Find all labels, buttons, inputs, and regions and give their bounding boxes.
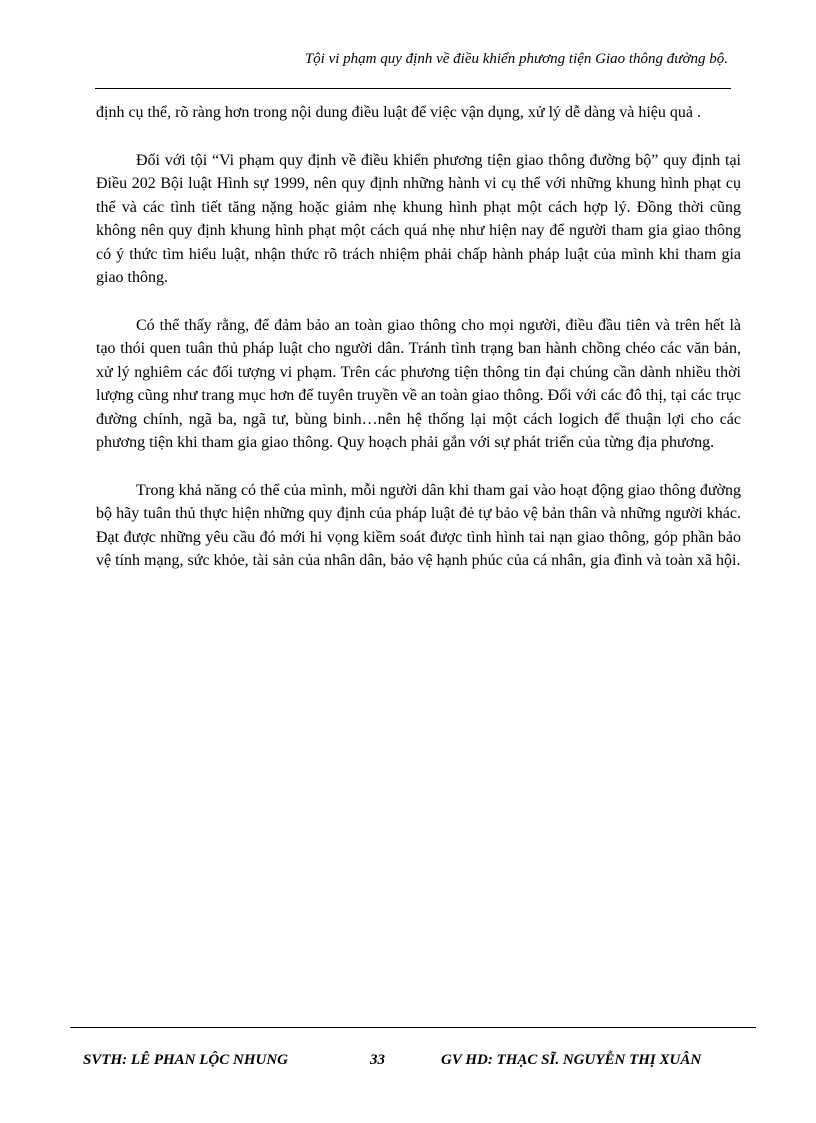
footer-divider xyxy=(70,1027,756,1028)
footer-supervisor-name: GV HD: THẠC SĨ. NGUYỄN THỊ XUÂN xyxy=(441,1052,702,1068)
running-header-title: Tội vi phạm quy định về điều khiển phương tiện Giao thông đường bộ. xyxy=(304,51,728,67)
footer-student-name: SVTH: LÊ PHAN LỘC NHUNG xyxy=(83,1052,289,1068)
footer-page-number: 33 xyxy=(370,1052,385,1068)
paragraph: Trong khả năng có thể của mình, mỗi người dân khi tham gai vào hoạt động giao thông đường bộ hãy tuân thủ thực hiện những quy định của pháp luật đẻ tự bảo vệ bản thân và những người khác. Đạt được những yêu cầu đó mới hi vọng kiềm soát được tình hình tai nạn giao thông, góp phần bảo vệ tính mạng, sức khỏe, tài sản của nhân dân, bảo vệ hạnh phúc của cá nhân, gia đình và toàn xã hội. xyxy=(96,481,741,569)
paragraph: Đối với tội “Vi phạm quy định về điều khiển phương tiện giao thông đường bộ” quy định tại Điều 202 Bội luật Hình sự 1999, nên quy định những hành vi cụ thể với những khung hình phạt cụ thể và các tình tiết tăng nặng hoặc giảm nhẹ khung hình phạt một cách hợp lý. Đồng thời cũng không nên quy định khung hình phạt một cách quá nhẹ như hiện nay để người tham gia giao thông có ý thức tìm hiểu luật, nhận thức rõ trách nhiệm phải chấp hành pháp luật của mình khi tham gia giao thông. xyxy=(96,151,741,286)
paragraph: Có thể thấy rằng, để đảm bảo an toàn giao thông cho mọi người, điều đầu tiên và trên hết là tạo thói quen tuân thủ pháp luật cho người dân. Tránh tình trạng ban hành chồng chéo các văn bản, xử lý nghiêm các đối tượng vi phạm. Trên các phương tiện thông tin đại chúng cần dành nhiều thời lượng cũng như trang mục hơn để tuyên truyền về an toàn giao thông. Đối với các đô thị, tại các trục đường chính, ngã ba, ngã tư, bùng binh…nên hệ thống lại một cách logich để thuận lợi cho các phương tiện khi tham gia giao thông. Quy hoạch phải gắn với sự phát triển của từng địa phương. xyxy=(96,316,741,451)
header-divider xyxy=(95,88,731,89)
document-body xyxy=(96,101,741,597)
paragraph-continuation: định cụ thể, rõ ràng hơn trong nội dung điều luật để việc vận dụng, xử lý dễ dàng và hiệu quả . xyxy=(96,104,701,121)
